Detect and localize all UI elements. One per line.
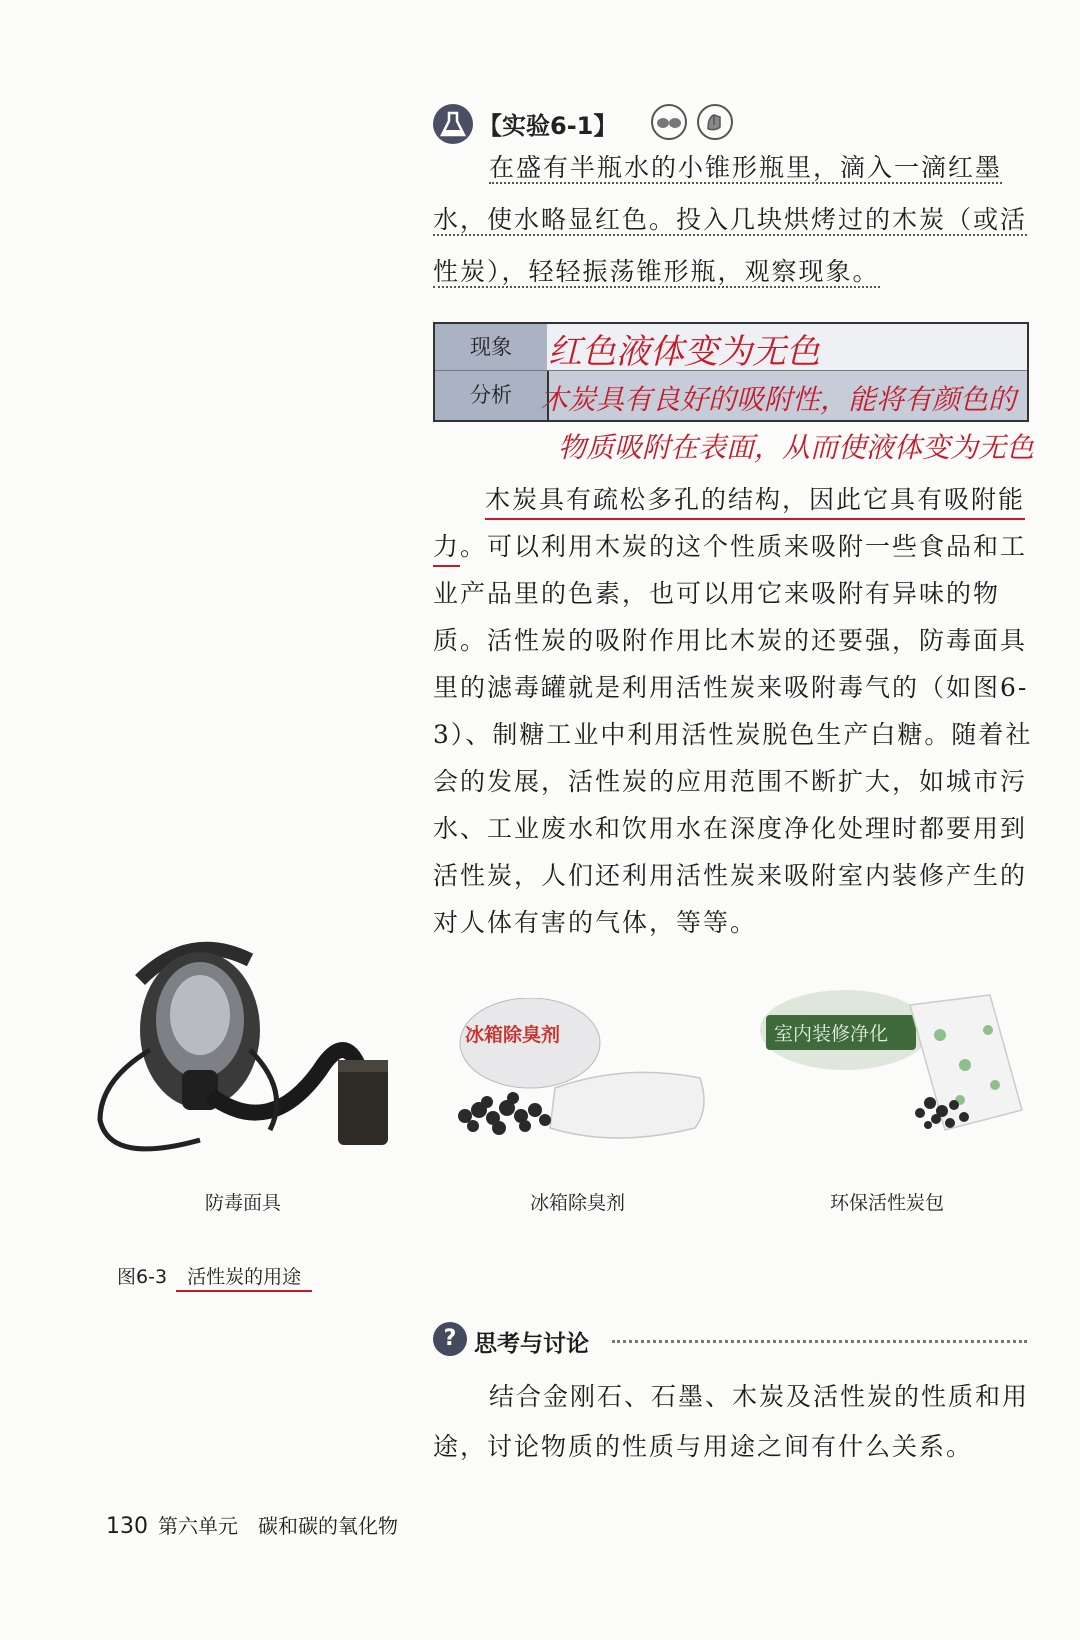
question-icon: ? xyxy=(433,1322,467,1356)
eco-charcoal-bag-photo xyxy=(760,985,1030,1145)
hand-wash-icon xyxy=(696,103,734,141)
caption-gas-mask: 防毒面具 xyxy=(205,1192,282,1214)
figure-title-underline xyxy=(176,1290,312,1292)
think-line1: 结合金刚石、石墨、木炭及活性炭的性质和用 xyxy=(489,1382,1030,1411)
caption-eco-charcoal-bag: 环保活性炭包 xyxy=(830,1192,945,1214)
page-number: 130 xyxy=(106,1514,148,1539)
unit-title: 第六单元 碳和碳的氧化物 xyxy=(158,1514,398,1538)
fridge-deodorizer-photo xyxy=(445,998,735,1158)
underlined-sentence: 木炭具有疏松多孔的结构，因此它具有吸附能 xyxy=(485,485,1025,520)
figure-title: 活性炭的用途 xyxy=(187,1266,302,1288)
label-phenomenon: 现象 xyxy=(435,324,549,370)
experiment-text-line1: 在盛有半瓶水的小锥形瓶里，滴入一滴红墨 xyxy=(489,153,1003,182)
think-question xyxy=(433,1372,1033,1472)
handwriting-analysis-line1: 木炭具有良好的吸附性，能将有颜色的 xyxy=(540,383,1017,416)
experiment-text-rest: 水，使水略显红色。投入几块烘烤过的木炭（或活性炭），轻轻振荡锥形瓶，观察现象。 xyxy=(433,205,1028,286)
underlined-tail: 力 xyxy=(433,532,460,567)
handwriting-phenomenon: 红色液体变为无色 xyxy=(548,332,820,372)
flask-icon xyxy=(433,104,473,144)
experiment-title: 【实验6-1】 xyxy=(478,112,618,140)
handwriting-analysis-line2: 物质吸附在表面，从而使液体变为无色 xyxy=(558,431,1035,464)
eco-product-label: 室内装修净化 xyxy=(774,1023,889,1045)
goggles-icon xyxy=(650,103,688,141)
paragraph-body: 。可以利用木炭的这个性质来吸附一些食品和工业产品里的色素，也可以用它来吸附有异味的物质。活性炭的吸附作用比木炭的还要强，防毒面具里的滤毒罐就是利用活性炭来吸附毒气的（如图6-3）、制糖工业中利用活性炭脱色生产白糖。随着社会的发展，活性炭的应用范围不断扩大，如城市污水、工业废水和饮用水在深度净化处理时都要用到活性炭，人们还利用活性炭来吸附室内装修产生的对人体有害的气体，等等。 xyxy=(433,532,1033,937)
think-rest: 途，讨论物质的性质与用途之间有什么关系。 xyxy=(433,1432,974,1461)
fridge-product-label: 冰箱除臭剂 xyxy=(465,1024,561,1046)
dotted-rule xyxy=(612,1340,1027,1343)
think-title: 思考与讨论 xyxy=(474,1331,589,1357)
main-paragraph xyxy=(433,476,1033,946)
label-analysis: 分析 xyxy=(435,371,549,420)
caption-fridge-deodorizer: 冰箱除臭剂 xyxy=(530,1192,626,1214)
experiment-instructions xyxy=(433,142,1033,298)
gas-mask-photo xyxy=(70,920,400,1170)
figure-number: 图6-3 xyxy=(117,1266,168,1288)
figure-caption xyxy=(117,1262,301,1289)
page-footer xyxy=(106,1510,398,1539)
